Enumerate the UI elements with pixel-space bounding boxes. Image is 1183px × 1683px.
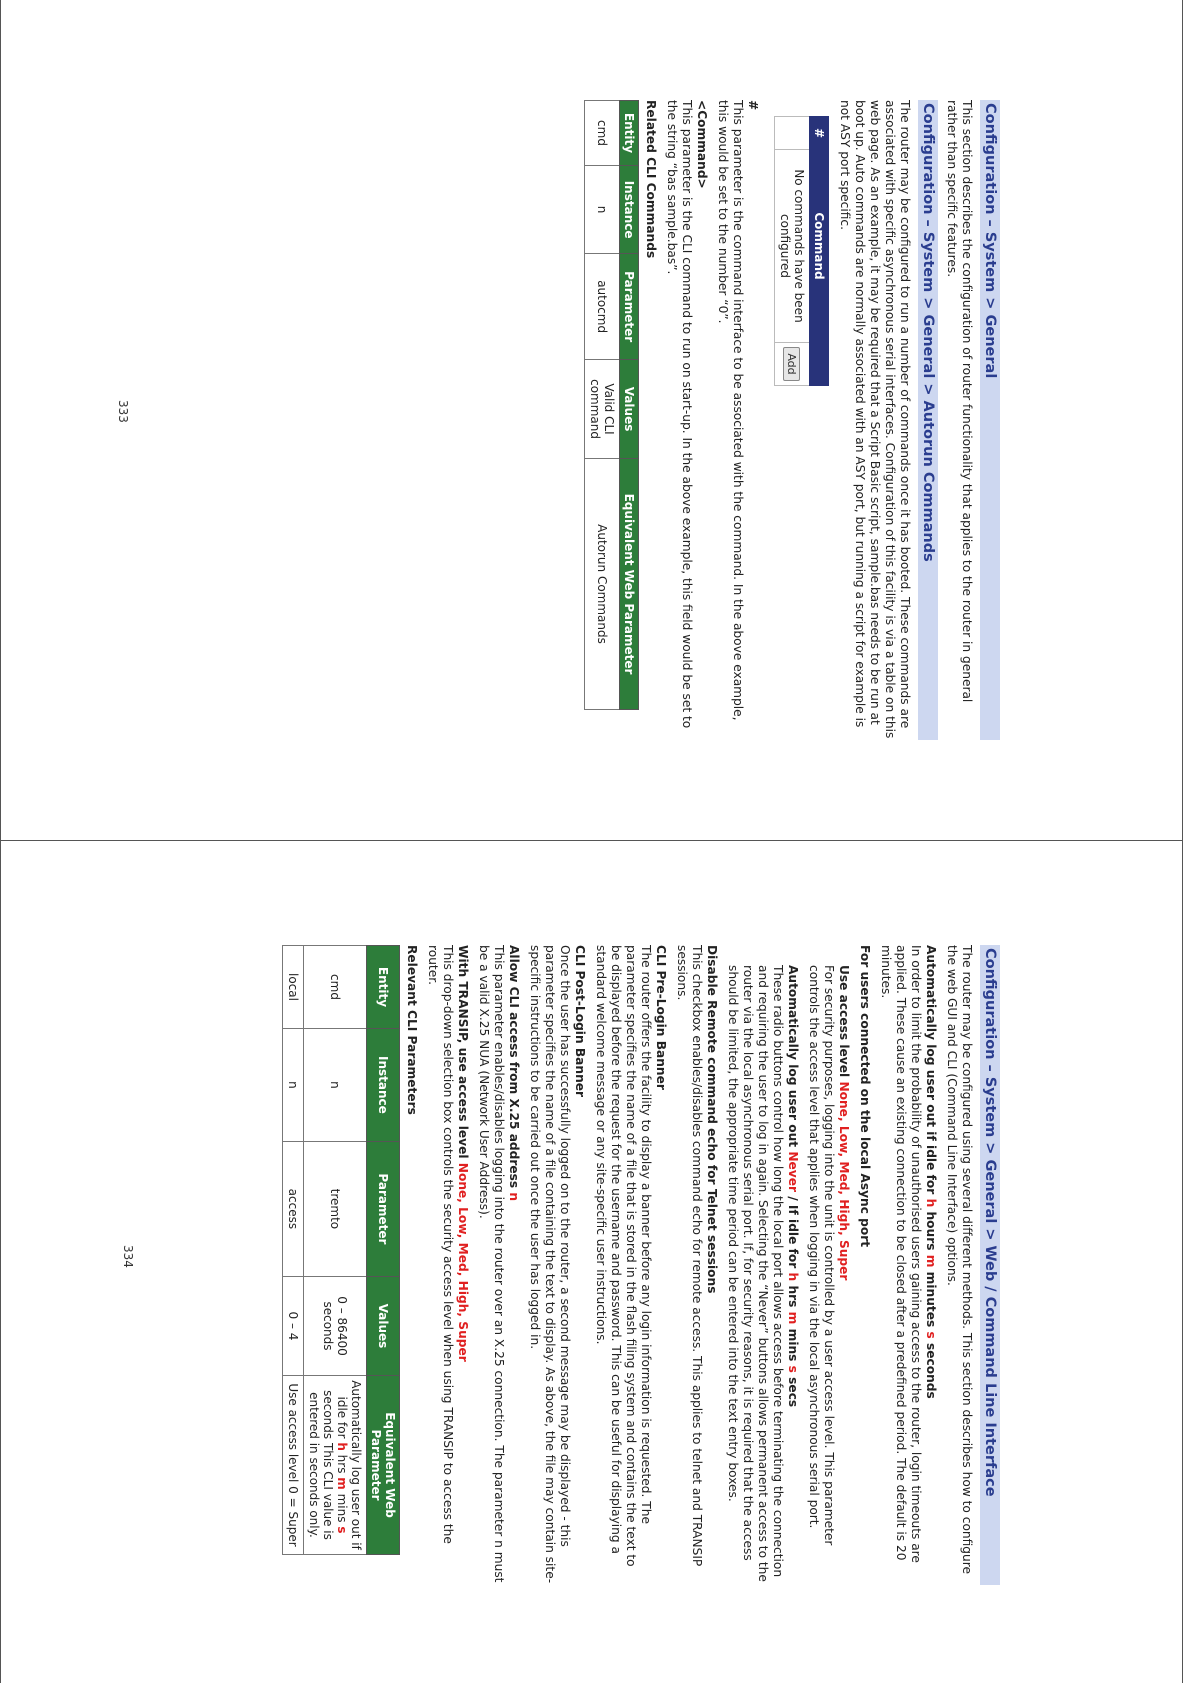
autorun-commands-table: [774, 116, 829, 386]
cell-entity: local: [283, 946, 304, 1029]
col-instance: Instance: [367, 1029, 400, 1142]
web-cli-intro: The router may be configured using several different methods. This section describes how to configure the web GUI and CLI (Command Line Interface) options.: [945, 945, 974, 1575]
table-row: [585, 101, 620, 710]
disable-echo-title: Disable Remote command echo for Telnet sessions: [705, 945, 719, 1294]
use-access-text: For security purposes, logging into the unit is controlled by a user access level. This parameter controls the access level that applies when logging in via the local asynchronous serial port.: [807, 965, 836, 1546]
auto-logout-title: Automatically log user out if idle for h hours m minutes s seconds: [924, 945, 938, 1399]
col-values: Values: [620, 360, 639, 459]
postlogin-text: Once the user has successfully logged on to the router, a second message may be displayed - this parameter specifies the name of a file containing the text to display. As above, the file may contain site-specific instructions to be carried out once the user has logged in.: [528, 945, 572, 1584]
cell-values: Valid CLI command: [585, 360, 620, 459]
prelogin-title: CLI Pre-Login Banner: [654, 945, 668, 1090]
disable-echo-text: This checkbox enables/disables command echo for remote access. This applies to telnet and TRANSIP sessions.: [675, 945, 704, 1567]
empty-num-cell: [775, 117, 810, 150]
col-entity: Entity: [367, 946, 400, 1029]
auto-logout-local-text: These radio buttons control how long the local port allows access before terminating the connection and requiring the user to log in again. Selecting the “Never” buttons allows permanent access to the router via the local asynchronous serial port. If, for security reasons, it is required that the access should be limited, the appropriate time period can be entered into the text entry boxes.: [726, 965, 785, 1582]
field-num-text: This parameter is the command interface to be associated with the command. In the above example, this would be set to the number “0”.: [716, 100, 745, 721]
cell-web-parameter: Autorun Commands: [585, 459, 620, 710]
postlogin-title: CLI Post-Login Banner: [573, 945, 587, 1098]
cell-values: 0 – 86400 seconds: [304, 1277, 367, 1376]
related-cli-table: [584, 100, 639, 710]
col-instance: Instance: [620, 165, 639, 253]
cell-parameter: access: [283, 1141, 304, 1276]
field-num-title: #: [746, 100, 760, 111]
prelogin-text: The router offers the facility to display a banner before any login information is requested. The parameter specifies the name of a file that is stored in the flash filing system and contains the text to be displayed before the request for the username and password. This can be useful for displaying a standard welcome message or any site-specific user instructions.: [594, 945, 653, 1567]
table-row: [283, 946, 304, 1555]
cell-instance: n: [585, 165, 620, 253]
col-web-parameter: Equivalent Web Parameter: [620, 459, 639, 710]
page-334: [100, 945, 1000, 1585]
x25-title: Allow CLI access from X.25 address n: [507, 945, 521, 1202]
cell-entity: cmd: [585, 101, 620, 166]
related-cli-title: Related CLI Commands: [644, 100, 658, 259]
relevant-cli-table: [282, 945, 400, 1555]
auto-logout-text: In order to limit the probability of unauthorised users gaining access to the router, login timeouts are applied. These cause an existing connection to be closed after a predefined period. The default is 20 minutes.: [879, 945, 923, 1563]
empty-message: No commands have been configured: [775, 150, 810, 343]
cell-values: 0 – 4: [283, 1277, 304, 1376]
col-parameter: Parameter: [367, 1141, 400, 1276]
cell-web-parameter: Automatically log user out if idle for h hrs m mins s seconds This CLI value is entered in seconds only.: [304, 1376, 367, 1555]
field-command-text: This parameter is the CLI command to run on start-up. In the above example, this field would be set to the string “bas sample.bas”.: [665, 100, 694, 729]
col-action-header: [810, 343, 829, 386]
col-entity: Entity: [620, 101, 639, 166]
page-number: 333: [116, 400, 130, 423]
add-button[interactable]: Add: [784, 347, 801, 380]
x25-text: This parameter enables/disables logging into the router over an X.25 connection. The parameter n must be a valid X.25 NUA (Network User Address).: [477, 945, 506, 1583]
cell-instance: n: [304, 1029, 367, 1142]
auto-logout-local-title: Automatically log user out Never / If idle for h hrs m mins s secs: [786, 965, 800, 1408]
relevant-cli-title: Relevant CLI Parameters: [405, 945, 419, 1115]
col-command-header: Command: [810, 150, 829, 343]
page-number: 334: [121, 1245, 135, 1268]
col-web-parameter: Equivalent Web Parameter: [367, 1376, 400, 1555]
col-num-header: #: [810, 117, 829, 150]
page-333: [100, 100, 1000, 740]
col-parameter: Parameter: [620, 254, 639, 360]
autorun-description: The router may be configured to run a number of commands once it has booted. These commands are associated with specific asynchronous serial interfaces. Configuration of this facility is via a table on this web page. As an example, it may be required that a Script Basic script, sample.bas needs to be run at boot up. Auto commands are normally associated with an ASY port, but running a script for example is not ASY port specific.: [838, 100, 912, 739]
use-access-title: Use access level None, Low, Med, High, Super: [837, 965, 851, 1281]
section-heading-general: Configuration – System > General: [980, 100, 1000, 740]
table-row: [304, 946, 367, 1555]
cell-parameter: autocmd: [585, 254, 620, 360]
async-port-title: For users connected on the local Async port: [858, 945, 872, 1248]
cell-entity: cmd: [304, 946, 367, 1029]
cell-parameter: tremto: [304, 1141, 367, 1276]
page-divider: [0, 840, 1183, 841]
add-cell: [775, 343, 810, 386]
cell-web-parameter: Use access level 0 = Super: [283, 1376, 304, 1555]
transip-title: With TRANSIP, use access level None, Low, Med, High, Super: [456, 945, 470, 1362]
table-header-row: [620, 101, 639, 710]
cell-instance: n: [283, 1029, 304, 1142]
transip-text: This drop-down selection box controls the security access level when using TRANSIP to access the router.: [426, 945, 455, 1544]
section-heading-web-cli: Configuration – System > General > Web / Command Line Interface: [980, 945, 1000, 1585]
col-values: Values: [367, 1277, 400, 1376]
section-heading-autorun: Configuration – System > General > Autorun Commands: [918, 100, 938, 740]
table-header-row: [367, 946, 400, 1555]
general-intro: This section describes the configuration of router functionality that applies to the router in general rather than specific features.: [945, 100, 974, 703]
field-command-title: <Command>: [695, 100, 709, 189]
